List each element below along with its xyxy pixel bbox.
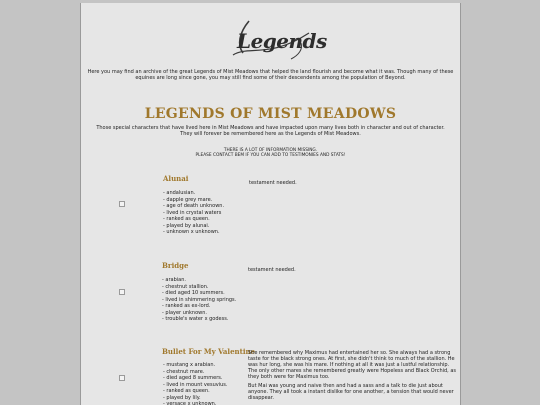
fact-item: - dapple grey mare.	[163, 196, 213, 203]
missing-info-notice	[81, 148, 460, 158]
legend-name: Bridge	[162, 261, 189, 270]
legends-logo	[81, 15, 460, 71]
page-title: LEGENDS OF MIST MEADOWS	[144, 106, 397, 122]
legend-testimony	[249, 180, 461, 189]
fact-item: - lived in mount vesuvius.	[163, 381, 228, 388]
fact-item: - played by alunai.	[163, 222, 210, 229]
testimony-paragraph: testament needed.	[248, 267, 296, 273]
fact-item: - unknown x unknown.	[163, 229, 220, 235]
subtitle-line-1: Those special characters that have lived here in Mist Meadows and have impacted upon many lives both in character and out of character.	[96, 125, 445, 131]
legend-facts	[163, 362, 227, 405]
legend-name: Bullet For My Valentine	[162, 347, 256, 356]
legend-testimony	[248, 267, 460, 276]
broken-image-icon	[119, 289, 125, 295]
fact-item: - chestnut stallion.	[162, 283, 209, 290]
legend-facts	[163, 190, 224, 236]
legend-name: Alunai	[163, 174, 189, 183]
fact-item: - trouble's water x godess.	[162, 316, 229, 322]
fact-item: - ranked as ex-lord.	[162, 303, 211, 309]
fact-item: - arabian.	[162, 277, 186, 283]
fact-item: - age of death unknown.	[163, 203, 225, 209]
fact-item: - versace x unknown.	[163, 401, 217, 405]
fact-item: - played by lily.	[163, 394, 201, 401]
intro-text: Here you may find an archive of the great Legends of Mist Meadows that helped the land flourish and become what it was. Though many of these equines are long since gone, you may still find some of their descendents among the population of Beyond.	[87, 69, 454, 81]
legend-facts	[162, 277, 236, 323]
broken-image-icon	[119, 375, 125, 381]
fact-item: - ranked as queen.	[163, 216, 210, 222]
testimony-paragraph: testament needed.	[249, 180, 297, 186]
notice-line-2: PLEASE CONTACT BEM IF YOU CAN ADD TO TESTIMONIES AND STATS!	[195, 153, 346, 158]
fact-item: - player unknown.	[162, 309, 208, 316]
testimony-paragraph: She remembered why Maximus had entertained her so. She always had a strong taste for the black strong ones. At first, she didn't think to much of the stallion. He was hur long, she was his mare. If nothing at all it was just a lustful relationship. The only other mares she remembered greatly were Hopeless and Black Orchid, as they both were for Maximus too.	[248, 350, 457, 380]
broken-image-icon	[119, 201, 125, 207]
fact-item: - died aged 10 summers.	[162, 290, 225, 296]
subtitle-line-2: They will forever be remembered here as the Legends of Mist Meadows.	[180, 131, 361, 137]
fact-item: - lived in shimmering springs.	[162, 296, 237, 303]
legend-testimony	[248, 350, 460, 404]
logo-text: Legends	[237, 29, 327, 53]
fact-item: - chestnut mare.	[163, 368, 205, 375]
content-panel	[80, 3, 461, 405]
fact-item: - andalusian.	[163, 190, 196, 196]
notice-line-1: THERE IS A LOT OF INFORMATION MISSING.	[223, 148, 318, 153]
testimony-paragraph: But Mai was young and naive then and had a sass and a talk to die just about anyone. They all took a instant dislike for one another, a tension that would never disappear.	[248, 383, 454, 401]
fact-item: - ranked as queen.	[163, 388, 210, 394]
fact-item: - died aged 8 summers.	[163, 375, 223, 381]
fact-item: - mustang x arabian.	[163, 362, 216, 368]
subtitle	[81, 125, 460, 137]
fact-item: - lived in crystal waters	[163, 209, 222, 216]
